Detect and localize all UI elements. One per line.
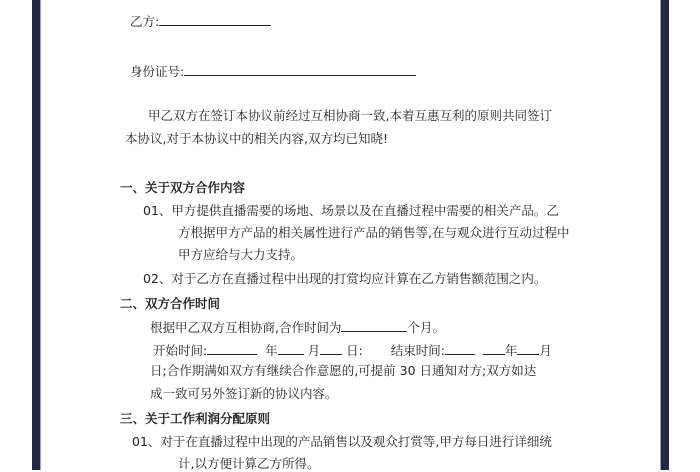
section-1-item-2: 02、对于乙方在直播过程中出现的打赏均应计算在乙方销售额范围之内。	[143, 271, 547, 286]
section-1-item-1-line-3: 甲方应给与大力支持。	[178, 247, 304, 262]
section-1-title: 一、关于双方合作内容	[120, 180, 246, 195]
end-year-label: 年	[504, 343, 518, 358]
section-3-item-1-line-1: 01、对于在直播过程中出现的产品销售以及观众打赏等,甲方每日进行详细统	[132, 434, 552, 449]
end-year-blank-2	[483, 341, 505, 355]
end-month-label: 月	[539, 343, 552, 358]
id-number-blank	[184, 62, 416, 76]
duration-months-blank	[341, 318, 407, 332]
party-b-line	[130, 12, 271, 30]
start-year-label: 年	[265, 343, 278, 358]
start-month-label: 月	[307, 343, 321, 358]
end-year-blank	[445, 341, 475, 355]
duration-prefix: 根据甲乙双方互相协商,合作时间为	[150, 320, 342, 335]
document-frame-right-edge	[660, 0, 669, 470]
party-b-blank	[159, 12, 271, 26]
start-day-label: 日:	[346, 343, 363, 358]
start-time-label: 开始时间:	[153, 343, 208, 358]
start-year-blank	[207, 341, 257, 355]
start-day-blank	[320, 341, 342, 355]
id-number-label: 身份证号:	[130, 64, 185, 79]
section-2-duration-line	[150, 318, 445, 336]
agreement-document	[40, 0, 660, 470]
id-number-line	[130, 62, 416, 80]
end-time-label: 结束时间:	[390, 343, 445, 358]
party-b-label: 乙方:	[130, 14, 160, 29]
section-2-title: 二、双方合作时间	[120, 296, 221, 311]
intro-line-1: 甲乙双方在签订本协议前经过互相协商一致,本着互惠互利的原则共同签订	[148, 108, 552, 123]
section-1-item-1-line-1: 01、甲方提供直播需要的场地、场景以及在直播过程中需要的相关产品。乙	[143, 203, 559, 218]
intro-line-2: 本协议,对于本协议中的相关内容,双方均已知晓!	[125, 131, 388, 146]
duration-suffix: 个月。	[407, 320, 445, 335]
section-2-line-3: 日;合作期满如双方有继续合作意愿的,可提前 30 日通知对方;双方如达	[150, 363, 537, 378]
section-1-item-1-line-2: 方根据甲方产品的相关属性进行产品的销售等,在与观众进行互动过程中	[178, 225, 570, 240]
section-3-title: 三、关于工作利润分配原则	[120, 411, 271, 426]
start-month-blank	[278, 341, 304, 355]
section-3-item-1-line-2: 计,以方便计算乙方所得。	[178, 456, 320, 471]
section-2-dates-line	[153, 341, 552, 359]
section-2-line-4: 成一致可另外签订新的协议内容。	[150, 386, 338, 401]
end-month-blank	[517, 341, 539, 355]
